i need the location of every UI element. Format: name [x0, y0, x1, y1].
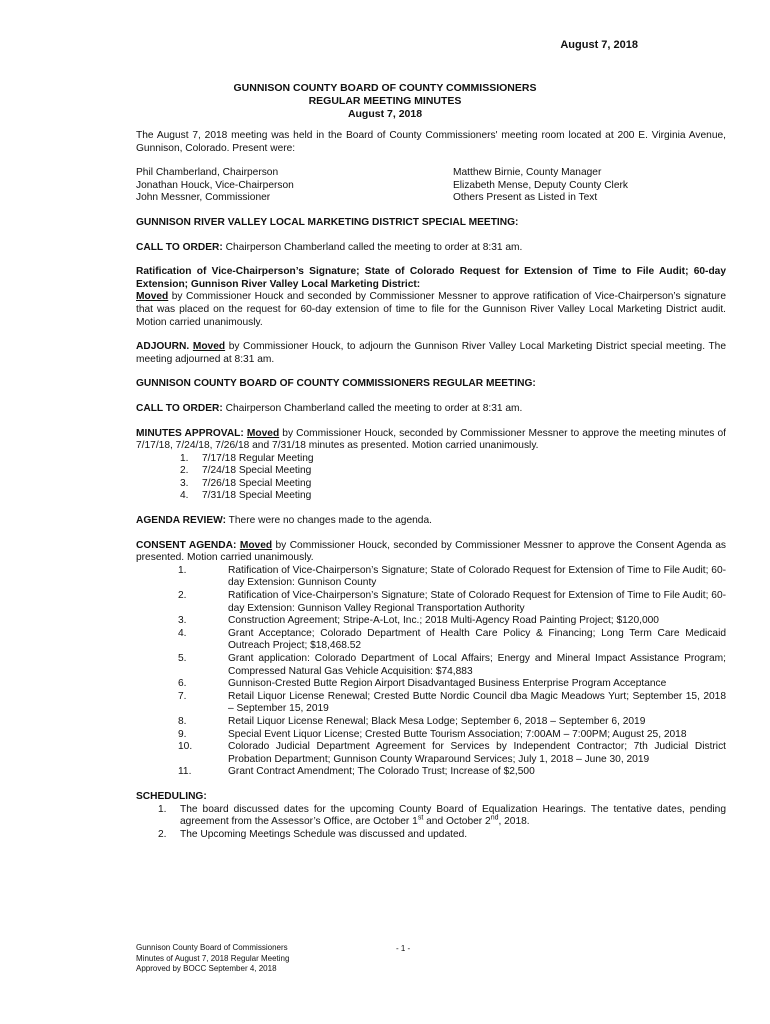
lmd-call-to-order: CALL TO ORDER: Chairperson Chamberland called the meeting to order at 8:31 am.: [136, 241, 523, 253]
list-item: 4. Grant Acceptance; Colorado Department of Health Care Policy & Financing; Long Term Care Medicaid Outreach Project; $18,468.52: [178, 627, 726, 652]
boc-call-to-order: CALL TO ORDER: Chairperson Chamberland called the meeting to order at 8:31 am.: [136, 402, 523, 414]
list-item: 2. The Upcoming Meetings Schedule was discussed and updated.: [158, 828, 468, 840]
attendee: Elizabeth Mense, Deputy County Clerk: [453, 179, 628, 191]
attendee: Jonathan Houck, Vice-Chairperson: [136, 179, 294, 191]
scheduling-list: [158, 804, 726, 842]
footer-line: Gunnison County Board of Commissioners: [136, 943, 288, 952]
lmd-ratification-heading: Ratification of Vice-Chairperson’s Signature; State of Colorado Request for Extension of Time to File Audit; 60-day Extension; Gunnison River Valley Local Marketing District:: [136, 266, 726, 290]
title-line-2: REGULAR MEETING MINUTES: [308, 95, 462, 107]
moved-label: Moved: [246, 427, 280, 439]
attendees: [136, 167, 726, 205]
list-item: 7. Retail Liquor License Renewal; Crested Butte Nordic Council dba Magic Meadows Yurt; September 15, 2018 – September 15, 2019: [178, 690, 726, 715]
lmd-adjourn: ADJOURN. Moved by Commissioner Houck, to adjourn the Gunnison River Valley Local Marketing District special meeting. The meeting adjourned at 8:31 am.: [136, 341, 726, 365]
intro-paragraph: The August 7, 2018 meeting was held in the Board of County Commissioners' meeting room located at 200 E. Virginia Avenue, Gunnison, Colorado. Present were:: [136, 130, 726, 154]
lmd-heading: GUNNISON RIVER VALLEY LOCAL MARKETING DISTRICT SPECIAL MEETING:: [136, 216, 519, 228]
header-date: August 7, 2018: [560, 39, 638, 51]
agenda-review-label: AGENDA REVIEW:: [136, 515, 226, 527]
moved-label: Moved: [192, 341, 226, 353]
adjourn-label: ADJOURN.: [136, 341, 190, 353]
list-item: 10. Colorado Judicial Department Agreement for Services by Independent Contractor; 7th Judicial District Probation Department; Gunnison County Wraparound Services; July 1, 2018 – June 30, 2019: [178, 741, 726, 765]
footer-line: Minutes of August 7, 2018 Regular Meeting: [136, 953, 290, 963]
list-item: 1. The board discussed dates for the upcoming County Board of Equalization Hearings. The tentative dates, pending agreement from the Assessor’s Office, are October 1st and October 2nd, 2018.: [158, 803, 726, 828]
title-line-1: GUNNISON COUNTY BOARD OF COUNTY COMMISSIONERS: [233, 82, 537, 94]
attendee: Others Present as Listed in Text: [453, 192, 598, 204]
document-title: [0, 82, 770, 121]
lmd-ratification-motion: Moved by Commissioner Houck and seconded by Commissioner Messner to approve ratification of Vice-Chairperson’s signature that was placed on the request for 60-day extension of time to file for the Gunnison River Valley Local Marketing District audit. Motion carried unanimously.: [136, 291, 726, 328]
list-item: 11. Grant Contract Amendment; The Colorado Trust; Increase of $2,500: [178, 766, 535, 778]
attendee: Matthew Birnie, County Manager: [453, 167, 602, 179]
attendees-commissioners: [136, 167, 453, 205]
list-item: 8. Retail Liquor License Renewal; Black Mesa Lodge; September 6, 2018 – September 6, 2019: [178, 715, 646, 727]
list-item: 1. 7/17/18 Regular Meeting: [180, 452, 314, 464]
list-item: 2. 7/24/18 Special Meeting: [180, 465, 312, 477]
consent-agenda: CONSENT AGENDA: Moved by Commissioner Houck, seconded by Commissioner Messner to approve the Consent Agenda as presented. Motion carried unanimously.: [136, 539, 726, 564]
call-to-order-label: CALL TO ORDER:: [136, 241, 223, 253]
boc-heading: GUNNISON COUNTY BOARD OF COUNTY COMMISSIONERS REGULAR MEETING:: [136, 378, 536, 390]
list-item: 2. Ratification of Vice-Chairperson’s Signature; State of Colorado Request for Extension of Time to File Audit; 60-day Extension: Gunnison Valley Regional Transportation Authority: [178, 590, 726, 614]
list-item: 3. 7/26/18 Special Meeting: [180, 477, 312, 489]
list-item: 1. Ratification of Vice-Chairperson’s Signature; State of Colorado Request for Extension of Time to File Audit; 60-day Extension: Gunnison County: [178, 564, 726, 589]
list-item: 3. Construction Agreement; Stripe-A-Lot, Inc.; 2018 Multi-Agency Road Painting Project; $120,000: [178, 615, 659, 627]
minutes-list: [180, 453, 726, 503]
moved-label: Moved: [136, 291, 169, 303]
list-item: 6. Gunnison-Crested Butte Region Airport Disadvantaged Business Enterprise Program Acceptance: [178, 678, 667, 690]
document-body: [136, 130, 726, 841]
scheduling-heading: SCHEDULING:: [136, 790, 207, 802]
minutes-approval-label: MINUTES APPROVAL:: [136, 427, 244, 439]
attendees-staff: [453, 167, 726, 205]
consent-agenda-label: CONSENT AGENDA:: [136, 539, 237, 551]
moved-label: Moved: [239, 539, 273, 551]
attendee: Phil Chamberland, Chairperson: [136, 167, 279, 179]
list-item: 4. 7/31/18 Special Meeting: [180, 490, 312, 502]
list-item: 5. Grant application: Colorado Department of Local Affairs; Energy and Mineral Impact Assistance Program; Compressed Natural Gas Vehicle Acquisition: $74,883: [178, 653, 726, 677]
call-to-order-label: CALL TO ORDER:: [136, 402, 223, 414]
list-item: 9. Special Event Liquor License; Crested Butte Tourism Association; 7:00AM – 7:00PM; August 25, 2018: [178, 728, 687, 740]
page-number: - 1 -: [396, 944, 411, 953]
footer-line: Approved by BOCC September 4, 2018: [136, 964, 277, 973]
title-line-3: August 7, 2018: [347, 108, 423, 120]
minutes-approval: MINUTES APPROVAL: Moved by Commissioner Houck, seconded by Commissioner Messner to approve the meeting minutes of 7/17/18, 7/24/18, 7/26/18 and 7/31/18 minutes as presented. Motion carried unanimously.: [136, 427, 726, 452]
footer: [136, 943, 289, 975]
consent-list: [178, 565, 726, 779]
attendee: John Messner, Commissioner: [136, 192, 271, 204]
agenda-review: AGENDA REVIEW: There were no changes made to the agenda.: [136, 515, 432, 527]
